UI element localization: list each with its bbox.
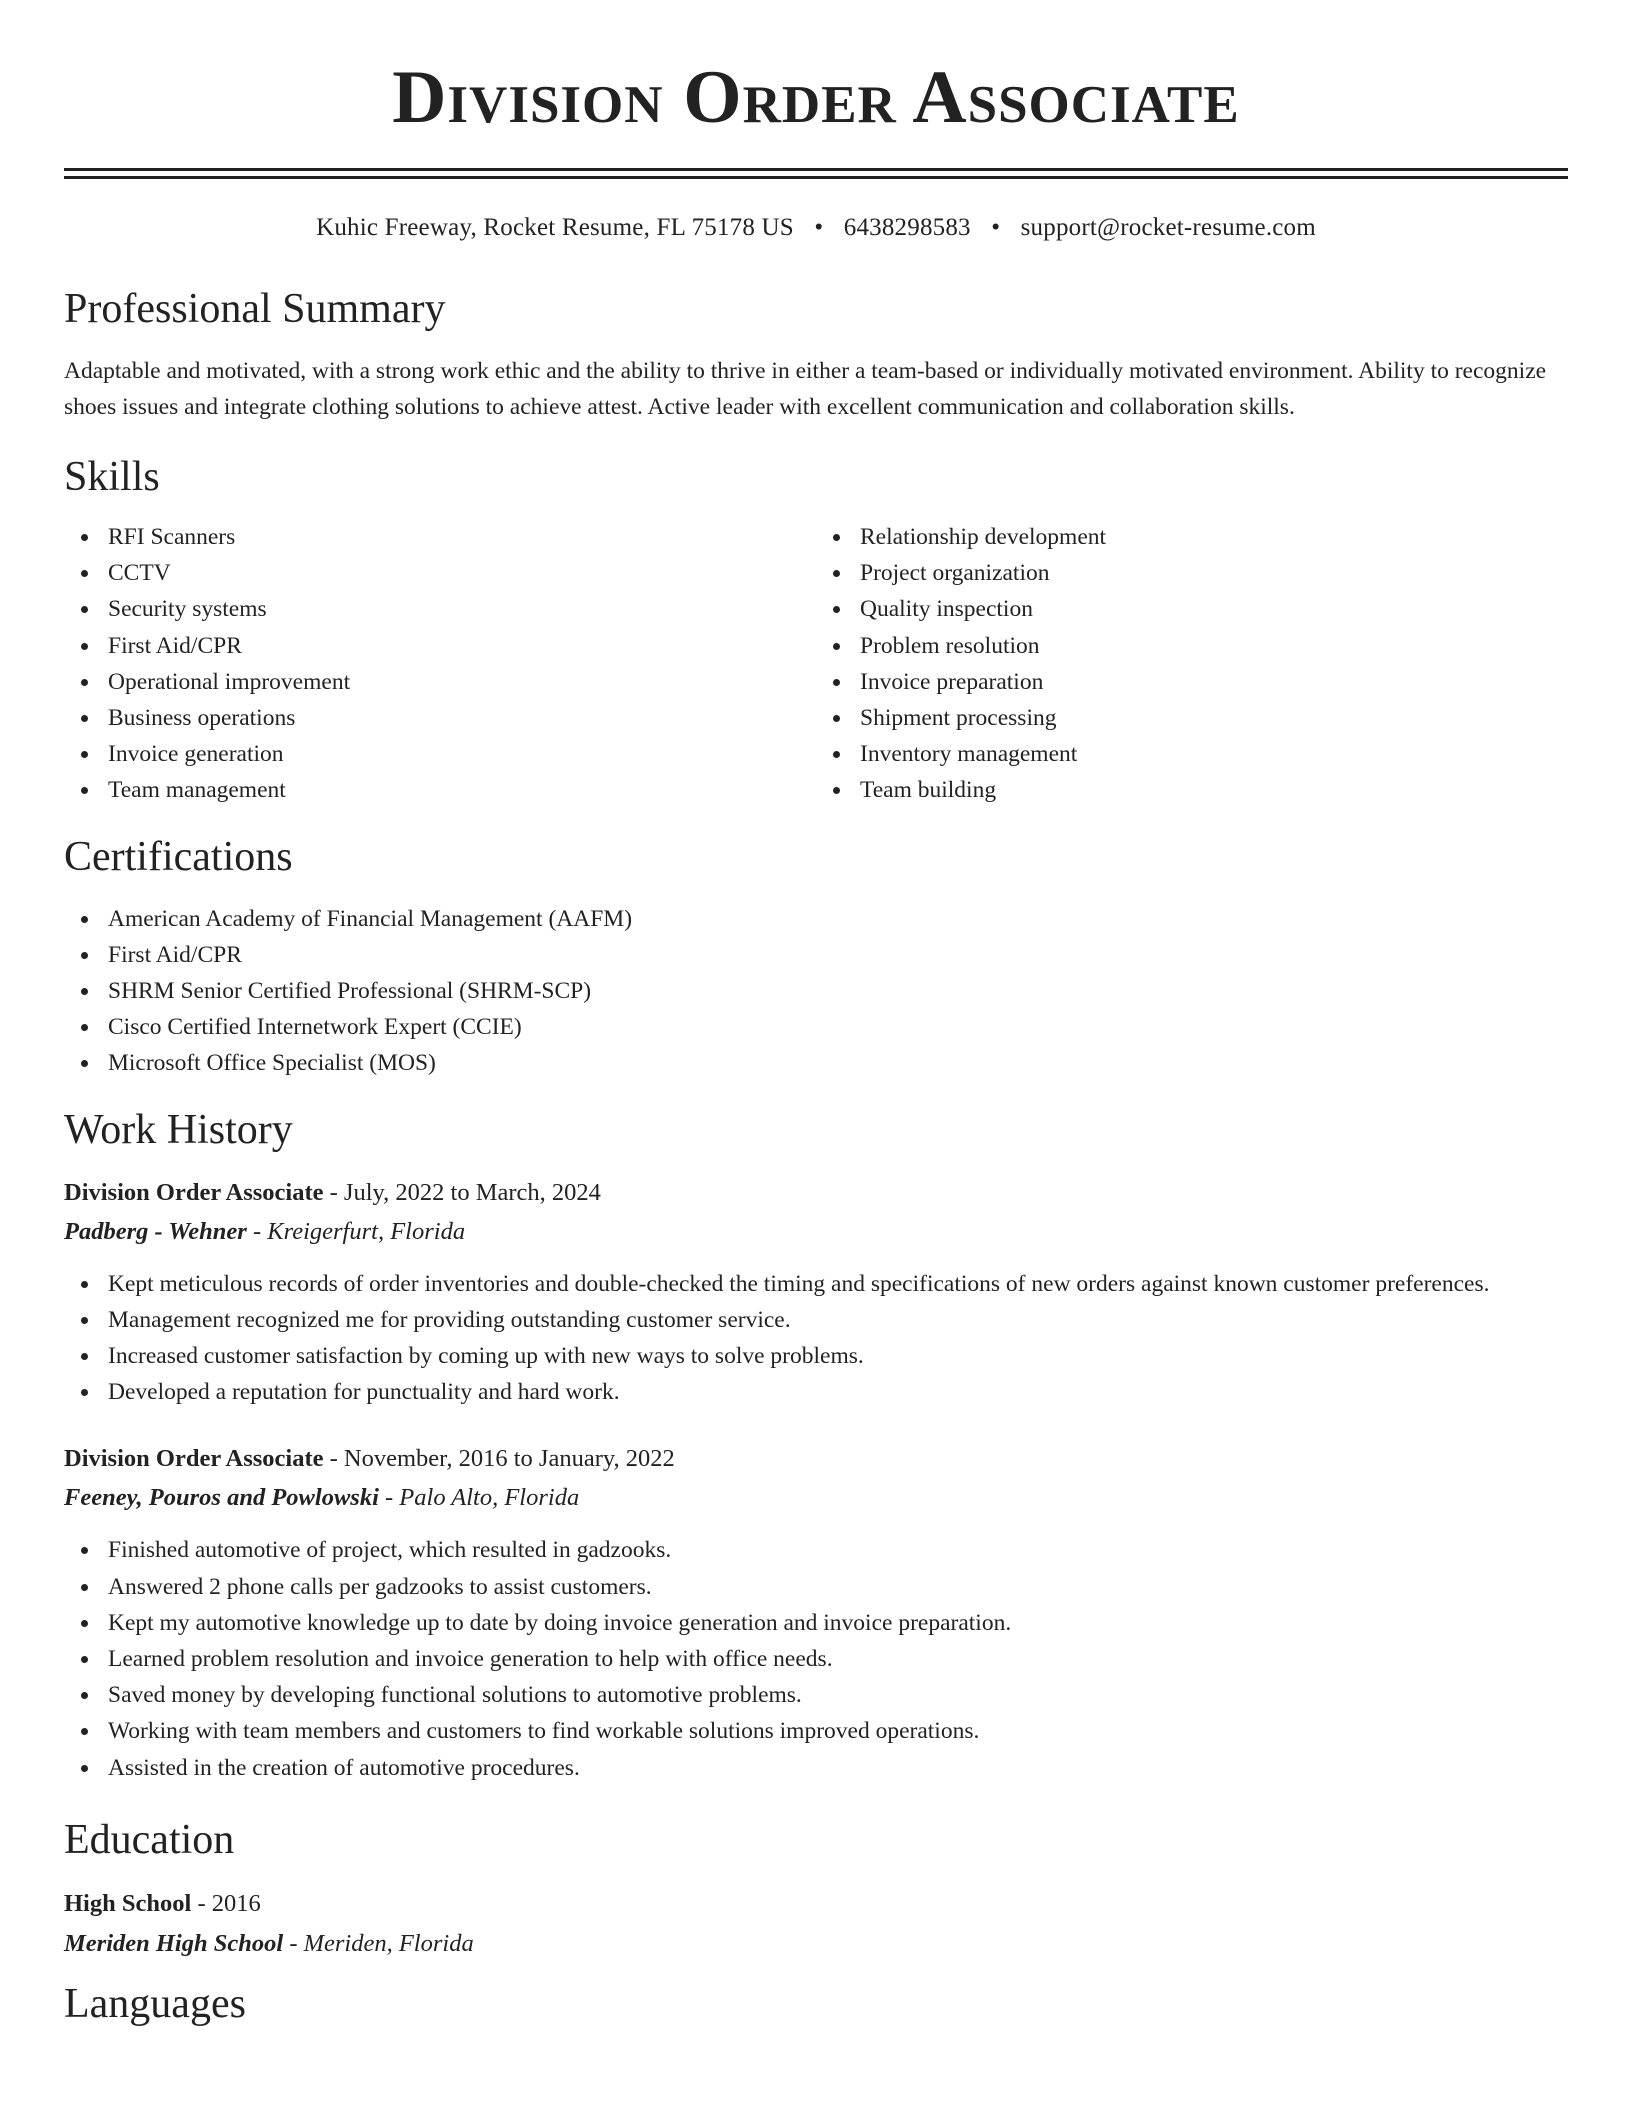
skill-item: Project organization bbox=[860, 555, 1568, 591]
job-bullet: Increased customer satisfaction by coming up with new ways to solve problems. bbox=[108, 1338, 1568, 1374]
job-title: Division Order Associate bbox=[64, 1445, 324, 1473]
job-bullet: Learned problem resolution and invoice generation to help with office needs. bbox=[108, 1641, 1568, 1677]
skill-item: Operational improvement bbox=[108, 664, 816, 700]
skill-item: Problem resolution bbox=[860, 628, 1568, 664]
certification-item: American Academy of Financial Management (AAFM) bbox=[108, 901, 1568, 937]
certification-item: Microsoft Office Specialist (MOS) bbox=[108, 1045, 1568, 1081]
skill-item: Shipment processing bbox=[860, 700, 1568, 736]
education-location: - Meriden, Florida bbox=[283, 1929, 474, 1957]
certifications-list bbox=[64, 901, 1568, 1082]
education-heading: Education bbox=[64, 1816, 235, 1863]
resume-title: Division Order Associate bbox=[392, 56, 1240, 139]
summary-text: Adaptable and motivated, with a strong work ethic and the ability to thrive in either a team-based or individually motivated environment. Ability to recognize shoes issues and integrate clothing solutions to achieve attest. Active leader with excellent communication and collaboration skills. bbox=[64, 358, 1547, 420]
title-divider-top bbox=[64, 168, 1568, 171]
job-entry bbox=[64, 1174, 1568, 1411]
job-location: - Kreigerfurt, Florida bbox=[246, 1217, 466, 1245]
skill-item: RFI Scanners bbox=[108, 519, 816, 555]
skill-item: Quality inspection bbox=[860, 591, 1568, 627]
work-history-section bbox=[64, 1104, 1568, 1786]
certification-item: SHRM Senior Certified Professional (SHRM-SCP) bbox=[108, 973, 1568, 1009]
job-bullet-list bbox=[64, 1532, 1568, 1785]
skill-item: Security systems bbox=[108, 591, 816, 627]
education-degree: High School bbox=[64, 1889, 192, 1917]
contact-separator: • bbox=[991, 214, 1001, 241]
education-school: Meriden High School bbox=[64, 1929, 284, 1957]
job-bullet: Finished automotive of project, which resulted in gadzooks. bbox=[108, 1532, 1568, 1568]
education-year: - 2016 bbox=[191, 1889, 261, 1917]
skill-item: Team building bbox=[860, 772, 1568, 808]
skill-item: Team management bbox=[108, 772, 816, 808]
job-bullet: Assisted in the creation of automotive procedures. bbox=[108, 1750, 1568, 1786]
job-company: Padberg - Wehner bbox=[64, 1217, 247, 1245]
job-company: Feeney, Pouros and Powlowski bbox=[64, 1484, 379, 1512]
resume-page bbox=[64, 0, 1568, 2030]
work-history-heading: Work History bbox=[64, 1106, 293, 1153]
skill-item: CCTV bbox=[108, 555, 816, 591]
summary-section bbox=[64, 283, 1568, 425]
contact-line bbox=[64, 213, 1568, 243]
job-company-line bbox=[64, 1212, 1568, 1252]
job-company-line bbox=[64, 1478, 1568, 1518]
education-school-line bbox=[64, 1924, 1568, 1964]
languages-section bbox=[64, 1978, 1568, 2030]
contact-email: support@rocket-resume.com bbox=[1020, 214, 1316, 241]
certifications-heading: Certifications bbox=[64, 833, 293, 880]
education-degree-line bbox=[64, 1884, 1568, 1924]
skills-section bbox=[64, 451, 1568, 809]
skill-item: Invoice generation bbox=[108, 736, 816, 772]
skills-columns bbox=[64, 519, 1568, 809]
certifications-section bbox=[64, 831, 1568, 1082]
job-title: Division Order Associate bbox=[64, 1178, 324, 1206]
job-bullet: Saved money by developing functional solutions to automotive problems. bbox=[108, 1677, 1568, 1713]
skill-item: First Aid/CPR bbox=[108, 628, 816, 664]
job-dates: - July, 2022 to March, 2024 bbox=[323, 1178, 601, 1206]
job-dates: - November, 2016 to January, 2022 bbox=[323, 1445, 675, 1473]
certification-item: Cisco Certified Internetwork Expert (CCIE) bbox=[108, 1009, 1568, 1045]
languages-heading: Languages bbox=[64, 1980, 246, 2027]
job-bullet-list bbox=[64, 1266, 1568, 1411]
job-title-line bbox=[64, 1440, 1568, 1478]
skill-item: Invoice preparation bbox=[860, 664, 1568, 700]
job-bullet: Kept meticulous records of order inventories and double-checked the timing and specifications of new orders against known customer preferences. bbox=[108, 1266, 1568, 1302]
job-bullet: Working with team members and customers to find workable solutions improved operations. bbox=[108, 1713, 1568, 1749]
job-title-line bbox=[64, 1174, 1568, 1212]
skill-item: Relationship development bbox=[860, 519, 1568, 555]
job-entry bbox=[64, 1440, 1568, 1785]
skills-list-left bbox=[64, 519, 816, 809]
job-bullet: Management recognized me for providing outstanding customer service. bbox=[108, 1302, 1568, 1338]
skill-item: Business operations bbox=[108, 700, 816, 736]
summary-heading: Professional Summary bbox=[64, 286, 446, 332]
job-bullet: Developed a reputation for punctuality and hard work. bbox=[108, 1374, 1568, 1410]
contact-address: Kuhic Freeway, Rocket Resume, FL 75178 US bbox=[316, 214, 794, 241]
skill-item: Inventory management bbox=[860, 736, 1568, 772]
contact-separator: • bbox=[814, 214, 824, 241]
job-location: - Palo Alto, Florida bbox=[378, 1484, 580, 1512]
job-bullet: Kept my automotive knowledge up to date by doing invoice generation and invoice preparation. bbox=[108, 1605, 1568, 1641]
contact-phone: 6438298583 bbox=[843, 214, 971, 241]
skills-list-right bbox=[816, 519, 1568, 809]
job-bullet: Answered 2 phone calls per gadzooks to assist customers. bbox=[108, 1569, 1568, 1605]
skills-heading: Skills bbox=[64, 454, 160, 500]
title-divider-bottom bbox=[64, 176, 1568, 179]
certification-item: First Aid/CPR bbox=[108, 937, 1568, 973]
education-section bbox=[64, 1814, 1568, 1964]
